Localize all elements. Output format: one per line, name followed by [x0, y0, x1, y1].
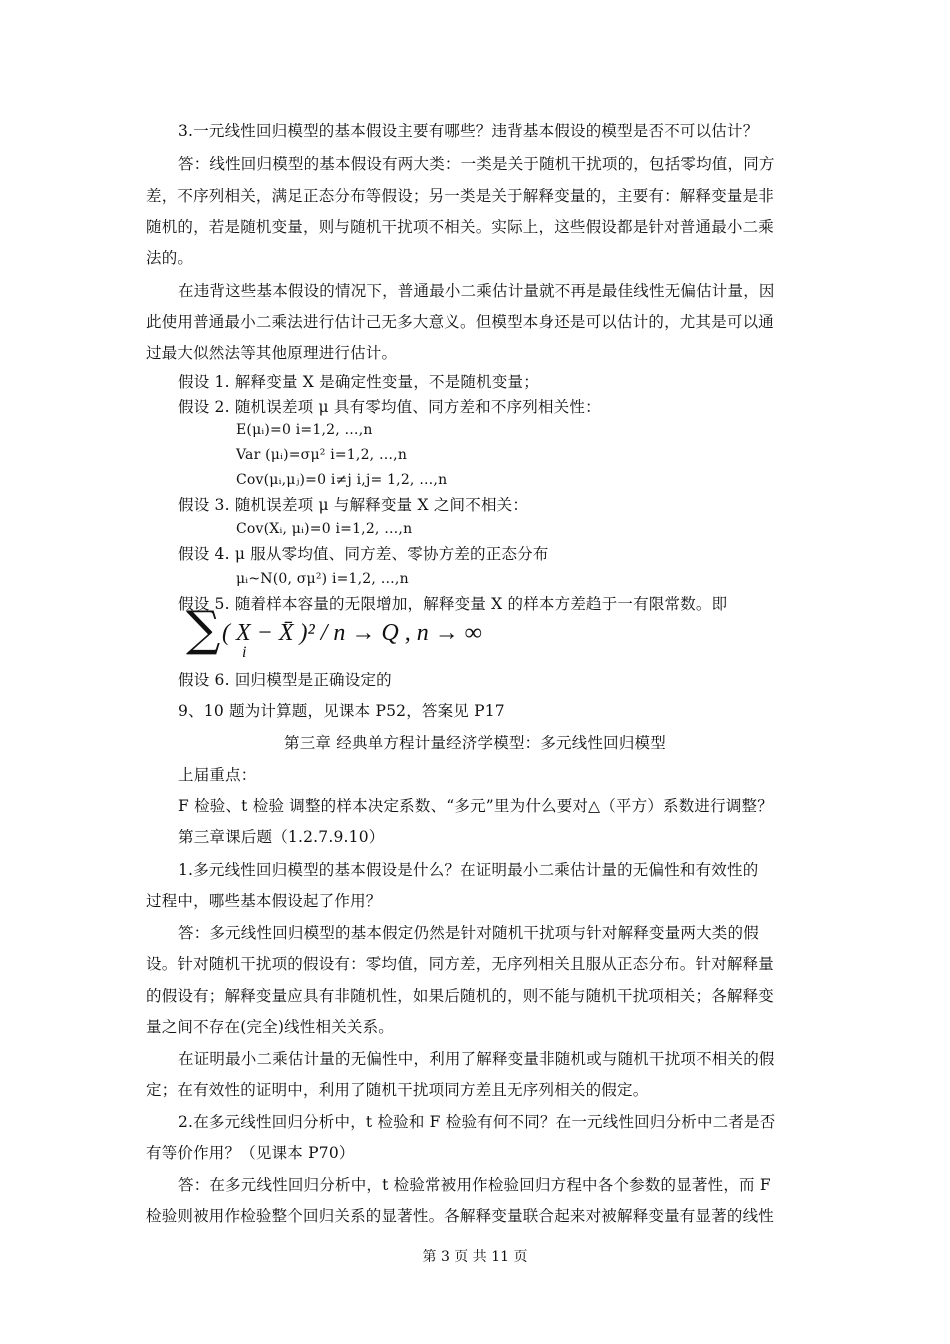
exercise-list: 第三章课后题（1.2.7.9.10） [178, 828, 385, 846]
question-2: 2.在多元线性回归分析中，t 检验和 F 检验有何不同？在一元线性回归分析中二者是否 [178, 1113, 776, 1131]
formula-line: E(μᵢ)=0 i=1,2, …,n [236, 422, 373, 438]
question-1: 1.多元线性回归模型的基本假设是什么？在证明最小二乘估计量的无偏性和有效性的 [178, 861, 759, 879]
formula-line: μᵢ~N(0, σμ²) i=1,2, …,n [236, 571, 409, 587]
assumption-4: 假设 4. μ 服从零均值、同方差、零协方差的正态分布 [178, 545, 549, 563]
summation-symbol: ∑ [186, 601, 221, 657]
answer-3-line: 差，不序列相关，满足正态分布等假设；另一类是关于解释变量的，主要有：解释变量是非 [146, 187, 775, 205]
answer-1-line: 答：多元线性回归模型的基本假定仍然是针对随机干扰项与针对解释变量两大类的假 [178, 924, 759, 942]
answer-3-line: 答：线性回归模型的基本假设有两大类：一类是关于随机干扰项的，包括零均值，同方 [178, 155, 775, 173]
assumption-6: 假设 6. 回归模型是正确设定的 [178, 671, 392, 689]
calc-note: 9、10 题为计算题，见课本 P52，答案见 P17 [178, 702, 505, 720]
assumption-2: 假设 2. 随机误差项 μ 具有零均值、同方差和不序列相关性： [178, 398, 601, 416]
assumption-5: 假设 5. 随着样本容量的无限增加，解释变量 X 的样本方差趋于一有限常数。即 [178, 595, 728, 613]
paragraph-line: 此使用普通最小二乘法进行估计己无多大意义。但模型本身还是可以估计的，尤其是可以通 [146, 313, 775, 331]
answer-2-line: 答：在多元线性回归分析中，t 检验常被用作检验回归方程中各个参数的显著性，而 F [178, 1176, 771, 1194]
question-2: 有等价作用？（见课本 P70） [146, 1144, 355, 1162]
answer-1-line: 设。针对随机干扰项的假设有：零均值，同方差，无序列相关且服从正态分布。针对解释量 [146, 955, 775, 973]
answer-3-line: 随机的，若是随机变量，则与随机干扰项不相关。实际上，这些假设都是针对普通最小二乘 [146, 218, 775, 236]
paragraph-line: 定；在有效性的证明中，利用了随机干扰项同方差且无序列相关的假定。 [146, 1081, 649, 1099]
question-3: 3.一元线性回归模型的基本假设主要有哪些？违背基本假设的模型是否不可以估计？ [178, 122, 759, 140]
paragraph-line: 在违背这些基本假设的情况下，普通最小二乘估计量就不再是最佳线性无偏估计量，因 [178, 282, 775, 300]
section-label: 上届重点： [178, 766, 257, 784]
paragraph-line: 在证明最小二乘估计量的无偏性中，利用了解释变量非随机或与随机干扰项不相关的假 [178, 1050, 775, 1068]
formula-line: Var (μᵢ)=σμ² i=1,2, …,n [236, 447, 408, 463]
key-points: F 检验、t 检验 调整的样本决定系数、“多元”里为什么要对△（平方）系数进行调整？ [178, 797, 773, 815]
formula-expression: ( X − X̄ )² / n → Q , n → ∞ [222, 620, 482, 646]
answer-3-line: 法的。 [146, 249, 194, 267]
paragraph-line: 过最大似然法等其他原理进行估计。 [146, 344, 398, 362]
chapter-title: 第三章 经典单方程计量经济学模型：多元线性回归模型 [284, 734, 666, 752]
answer-2-line: 检验则被用作检验整个回归关系的显著性。各解释变量联合起来对被解释变量有显著的线性 [146, 1207, 775, 1225]
formula-subscript: i [242, 644, 247, 661]
formula-line: Cov(μᵢ,μⱼ)=0 i≠j i,j= 1,2, …,n [236, 472, 448, 488]
answer-1-line: 量之间不存在(完全)线性相关关系。 [146, 1018, 394, 1036]
formula-line: Cov(Xᵢ, μᵢ)=0 i=1,2, …,n [236, 521, 413, 537]
assumption-3: 假设 3. 随机误差项 μ 与解释变量 X 之间不相关： [178, 496, 529, 514]
question-1: 过程中，哪些基本假设起了作用？ [146, 892, 382, 910]
assumption-1: 假设 1. 解释变量 X 是确定性变量，不是随机变量； [178, 373, 539, 391]
answer-1-line: 的假设有；解释变量应具有非随机性，如果后随机的，则不能与随机干扰项相关；各解释变 [146, 987, 775, 1005]
page-number-footer: 第 3 页 共 11 页 [422, 1249, 528, 1265]
